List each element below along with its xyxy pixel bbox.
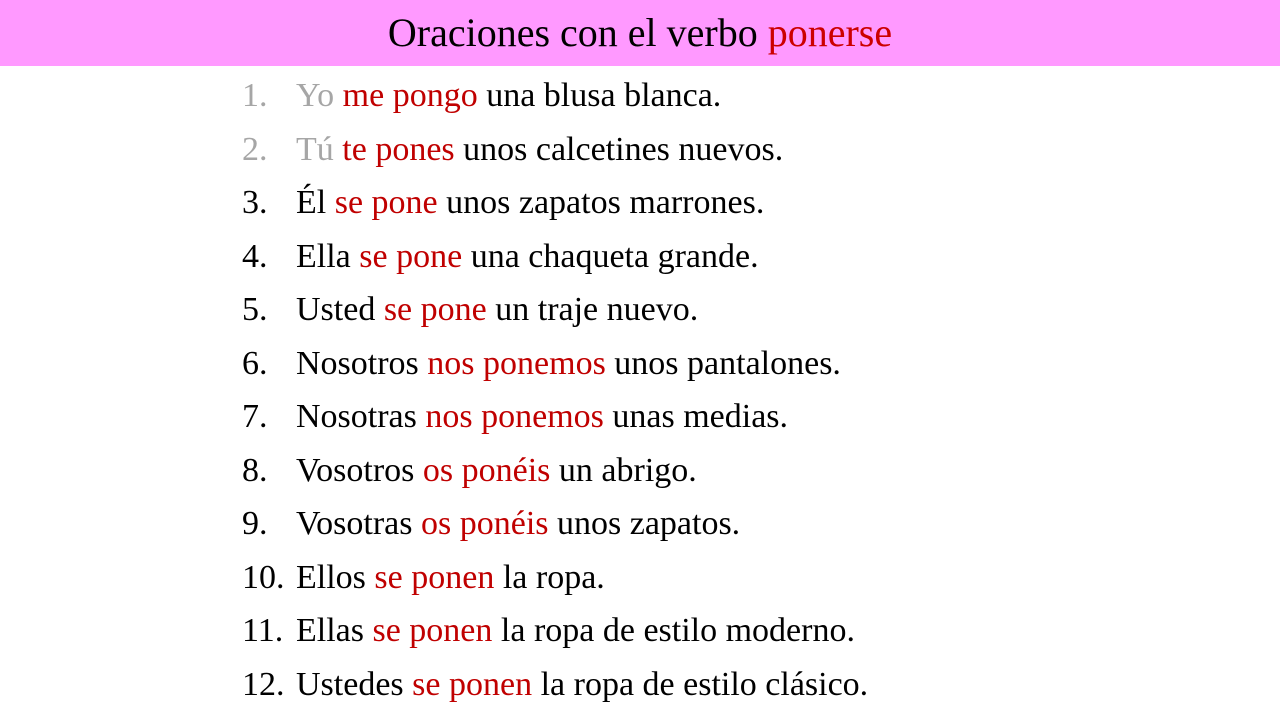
sentence-subject: Nosotras bbox=[296, 398, 417, 435]
sentence-item bbox=[242, 176, 868, 230]
sentence-number: 11. bbox=[242, 612, 284, 649]
sentence-rest: una blusa blanca. bbox=[486, 77, 722, 114]
sentence-subject: Vosotras bbox=[296, 505, 413, 542]
sentence-verb: te pones bbox=[342, 130, 455, 168]
sentence-item bbox=[242, 551, 868, 605]
sentence-subject: Ellas bbox=[296, 612, 364, 649]
sentence-number: 4. bbox=[242, 237, 268, 275]
sentence-item bbox=[242, 123, 868, 177]
sentence-rest: un abrigo. bbox=[558, 451, 697, 489]
sentence-verb: os ponéis bbox=[421, 505, 549, 542]
sentence-verb: se pone bbox=[359, 237, 463, 275]
sentence-number: 9. bbox=[242, 505, 268, 542]
sentence-item bbox=[242, 69, 868, 123]
sentence-subject: Ellos bbox=[296, 558, 366, 596]
sentence-subject: Ustedes bbox=[296, 665, 404, 703]
sentence-number: 5. bbox=[242, 291, 268, 328]
title-bar bbox=[0, 0, 1280, 66]
sentence-item bbox=[242, 497, 868, 551]
sentence-subject: Nosotros bbox=[296, 344, 419, 382]
sentence-number: 6. bbox=[242, 344, 268, 382]
sentence-subject: Vosotros bbox=[296, 451, 415, 489]
sentence-verb: os ponéis bbox=[422, 451, 551, 489]
sentence-rest: una chaqueta grande. bbox=[470, 237, 759, 275]
sentence-verb: se ponen bbox=[374, 558, 495, 596]
title-highlight: ponerse bbox=[767, 10, 893, 55]
sentence-item bbox=[242, 230, 868, 284]
sentence-rest: unas medias. bbox=[612, 398, 789, 435]
sentence-subject: Tú bbox=[296, 130, 334, 168]
sentence-rest: unos zapatos marrones. bbox=[446, 184, 765, 221]
sentence-subject: Él bbox=[296, 184, 327, 221]
sentence-list bbox=[242, 69, 868, 711]
sentence-verb: nos ponemos bbox=[425, 398, 604, 435]
sentence-number: 8. bbox=[242, 451, 268, 489]
sentence-verb: se pone bbox=[334, 184, 438, 221]
title-prefix: Oraciones con el verbo bbox=[387, 10, 768, 55]
sentence-subject: Ella bbox=[296, 237, 351, 275]
page-title bbox=[388, 0, 892, 66]
sentence-item bbox=[242, 283, 868, 337]
sentence-subject: Usted bbox=[296, 291, 376, 328]
sentence-verb: se pone bbox=[383, 291, 487, 328]
sentence-rest: unos zapatos. bbox=[557, 505, 741, 542]
sentence-item bbox=[242, 604, 868, 658]
sentence-number: 1. bbox=[242, 77, 268, 114]
sentence-number: 12. bbox=[242, 665, 285, 703]
sentence-verb: nos ponemos bbox=[427, 344, 606, 382]
sentence-rest: la ropa. bbox=[502, 558, 605, 596]
sentence-item bbox=[242, 444, 868, 498]
sentence-number: 7. bbox=[242, 398, 268, 435]
sentence-number: 3. bbox=[242, 184, 268, 221]
sentence-rest: unos calcetines nuevos. bbox=[463, 130, 784, 168]
sentence-item bbox=[242, 658, 868, 712]
sentence-number: 10. bbox=[242, 558, 285, 596]
sentence-number: 2. bbox=[242, 130, 268, 168]
sentence-rest: unos pantalones. bbox=[614, 344, 841, 382]
sentence-verb: se ponen bbox=[372, 612, 493, 649]
sentence-subject: Yo bbox=[296, 77, 335, 114]
sentence-rest: un traje nuevo. bbox=[495, 291, 699, 328]
sentence-rest: la ropa de estilo moderno. bbox=[500, 612, 855, 649]
sentence-verb: se ponen bbox=[412, 665, 533, 703]
sentence-rest: la ropa de estilo clásico. bbox=[540, 665, 869, 703]
sentence-verb: me pongo bbox=[342, 77, 478, 114]
sentence-item bbox=[242, 390, 868, 444]
sentence-item bbox=[242, 337, 868, 391]
